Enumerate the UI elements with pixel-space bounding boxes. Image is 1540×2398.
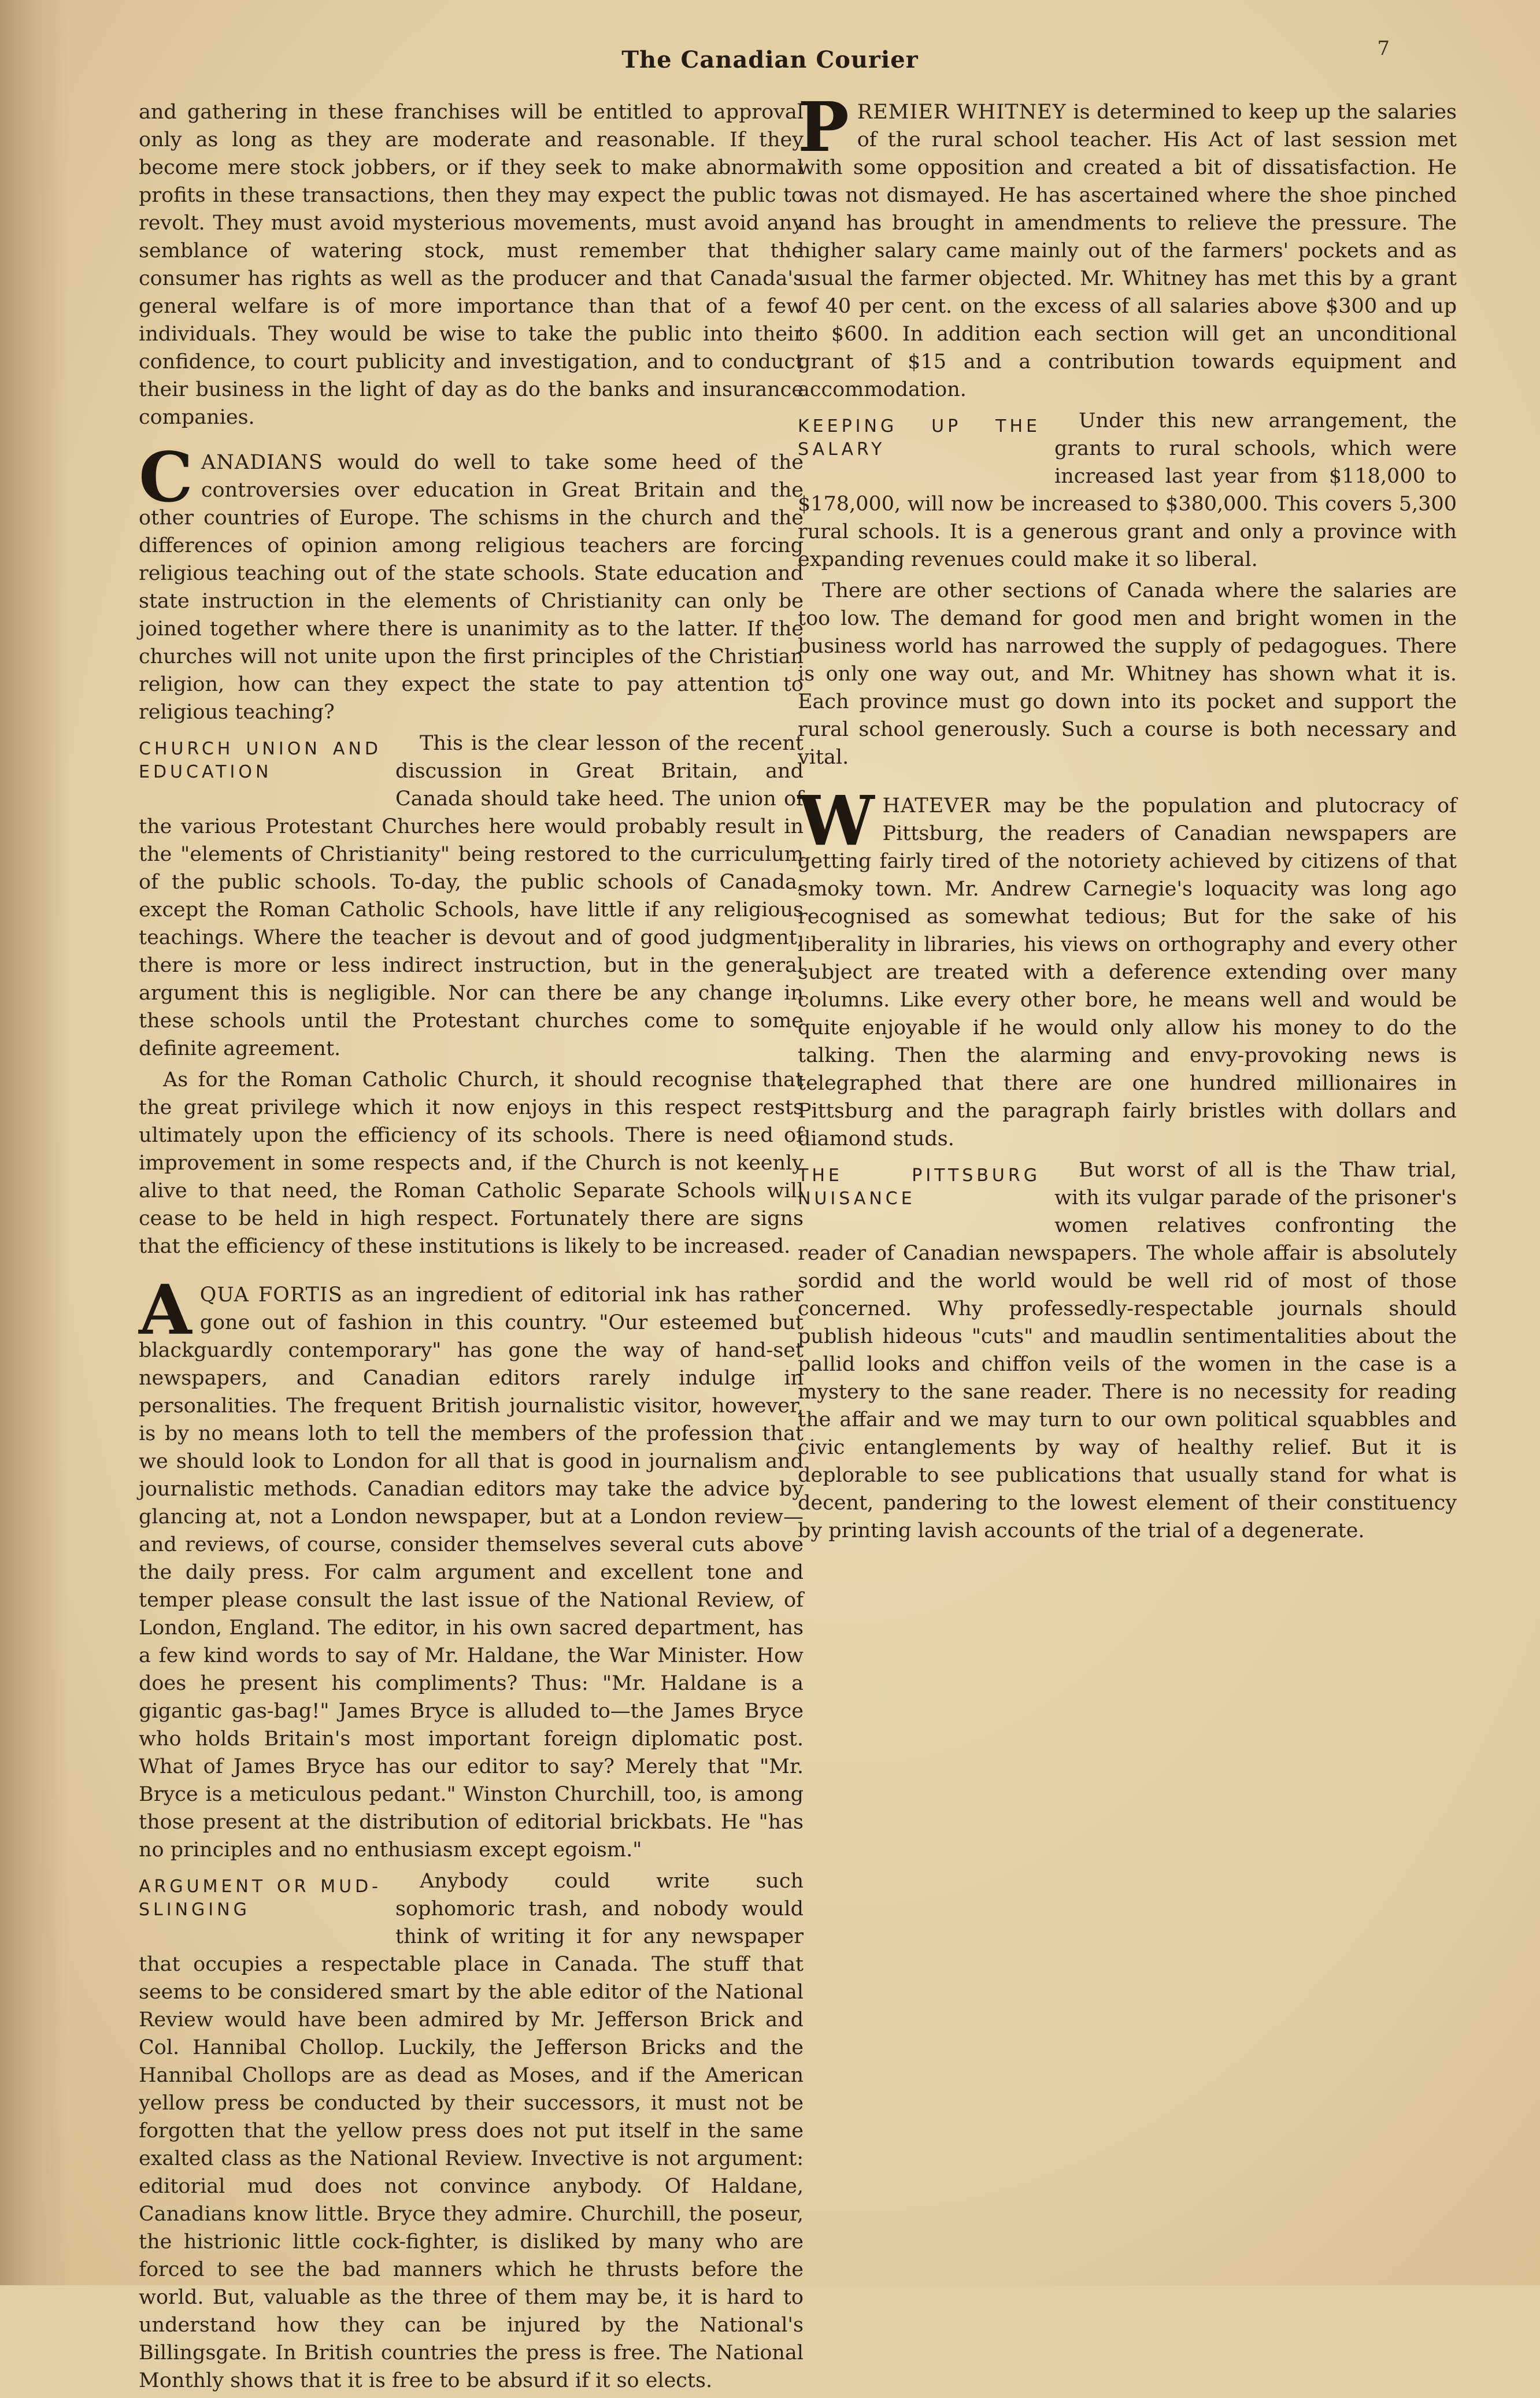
- article-paragraph: There are other sections of Canada where the salaries are too low. The demand for good men and bright women in the business world has narrowed the supply of pedagogues. There is only one way out, and Mr. Whitney has shown what it is. Each province must go down into its pocket and support the rural school generously. Such a course is both necessary and vital.: [798, 579, 1457, 769]
- article-lead: ANADIANS: [201, 451, 323, 474]
- article-church-union: [139, 437, 804, 1264]
- section-sidehead: THE PITTSBURG NUISANCE: [798, 1165, 1041, 1209]
- intro-paragraph: and gathering in these franchises will be entitled to approval only as long as they are moderate and reasonable. If they become mere stock jobbers, or if they seek to make abnormal profits in these transactions, then they may expect the public to revolt. They must avoid mysterious movements, must avoid any semblance of watering stock, must remember that the consumer has rights as well as the producer and that Canada's general welfare is of more importance than that of a few individuals. They would be wise to take the public into their confidence, to court publicity and investigation, and to conduct their business in the light of day as do the banks and insurance companies.: [139, 101, 804, 429]
- drop-cap: C: [139, 437, 193, 517]
- drop-cap: W: [798, 780, 875, 861]
- article-lead: REMIER WHITNEY: [857, 101, 1067, 124]
- article-paragraph: is determined to keep up the salaries of the rural school teacher. His Act of last session met with some opposition and created a bit of dissatisfaction. He was not dismayed. He has ascertained where the shoe pinched and has brought in amendments to relieve the pressure. The higher salary came mainly out of the farmers' pockets and as usual the farmer objected. Mr. Whitney has met this by a grant of 40 per cent. on the excess of all salaries above $300 and up to $600. In addition each section will get an unconditional grant of $15 and a contribution towards equipment and accommodation.: [798, 101, 1457, 401]
- article-lead: HATEVER: [882, 794, 991, 817]
- masthead: The Canadian Courier: [621, 46, 919, 73]
- article-aqua-fortis: [139, 1270, 804, 2398]
- page-number: 7: [1377, 37, 1390, 60]
- article-paragraph: would do well to take some heed of the controversies over education in Great Britain and the other countries of Europe. The schisms in the church and the differences of opinion among religious teachers are forcing religious teaching out of the state schools. State education and state instruction in the elements of Christianity can only be joined together where there is unanimity as to the latter. If the churches will not unite upon the first principles of the Christian religion, how can they expect the state to pay attention to religious teaching?: [139, 451, 804, 724]
- article-paragraph: as an ingredient of editorial ink has rather gone out of fashion in this country. "Our esteemed but blackguardly contemporary" has gone the way of hand-set newspapers, and Canadian editors rarely indulge in personalities. The frequent British journalistic visitor, however, is by no means loth to tell the members of the profession that we should look to London for all that is good in journalism and journalistic methods. Canadian editors may take the advice by glancing at, not a London newspaper, but at a London review—and reviews, of course, consider themselves several cuts above the daily press. For calm argument and excellent tone and temper please consult the last issue of the National Review, of London, England. The editor, in his own sacred department, has a few kind words to say of Mr. Haldane, the War Minister. How does he present his compliments? Thus: "Mr. Haldane is a gigantic gas-bag!" James Bryce is alluded to—the James Bryce who holds Britain's most important foreign diplomatic post. What of James Bryce has our editor to say? Merely that "Mr. Bryce is a meticulous pedant." Winston Churchill, too, is among those present at the distribution of editorial brickbats. He "has no principles and no enthusiasm except egoism.": [139, 1283, 804, 1862]
- article-paragraph: Under this new arrangement, the grants to rural schools, which were increased last year from $118,000 to $178,000, will now be increased to $380,000. This covers 5,300 rural schools. It is a generous grant and only a province with expanding revenues could make it so liberal.: [798, 409, 1457, 571]
- article-paragraph: This is the clear lesson of the recent discussion in Great Britain, and Canada should take heed. The union of the various Protestant Churches here would probably result in the "elements of Christianity" being restored to the curriculum of the public schools. To-day, the public schools of Canada, except the Roman Catholic Schools, have little if any religious teachings. Where the teacher is devout and of good judgment, there is more or less indirect instruction, but in the general argument this is negligible. Nor can there be any change in these schools until the Protestant churches come to some definite agreement.: [139, 732, 804, 1060]
- article-pittsburg-nuisance: [798, 780, 1457, 1548]
- article-paragraph: As for the Roman Catholic Church, it should recognise that the great privilege which it now enjoys in this respect rests ultimately upon the efficiency of its schools. There is need of improvement in some respects and, if the Church is not keenly alive to that need, the Roman Catholic Separate Schools will cease to be held in high respect. Fortunately there are signs that the efficiency of these institutions is likely to be increased.: [139, 1068, 804, 1258]
- article-paragraph: Anybody could write such sophomoric trash, and nobody would think of writing it for any newspaper that occupies a respectable place in Canada. The stuff that seems to be considered smart by the able editor of the National Review would have been admired by Mr. Jefferson Brick and Col. Hannibal Chollop. Luckily, the Jefferson Bricks and the Hannibal Chollops are as dead as Moses, and if the American yellow press be conducted by their successors, it must not be forgotten that the yellow press does not put itself in the same exalted class as the National Review. Invective is not argument: editorial mud does not convince anybody. Of Haldane, Canadians know little. Bryce they admire. Churchill, the poseur, the histrionic little cock-fighter, is disliked by many who are forced to see the bad manners which he thrusts before the world. But, valuable as the three of them may be, it is hard to understand how they can be injured by the National's Billingsgate. In British countries the press is free. The National Monthly shows that it is free to be absurd if it so elects.: [139, 1870, 804, 2392]
- drop-cap: P: [798, 87, 849, 167]
- left-column: [139, 98, 804, 2398]
- right-column: [798, 87, 1457, 1548]
- section-sidehead: ARGUMENT OR MUD-SLINGING: [139, 1877, 382, 1920]
- article-keeping-up-salary: [798, 87, 1457, 775]
- section-sidehead: KEEPING UP THE SALARY: [798, 416, 1041, 460]
- section-sidehead: CHURCH UNION AND EDUCATION: [139, 739, 382, 782]
- article-lead: QUA FORTIS: [199, 1283, 343, 1307]
- drop-cap: A: [139, 1270, 192, 1350]
- article-paragraph: But worst of all is the Thaw trial, with its vulgar parade of the prisoner's women relatives confronting the reader of Canadian newspapers. The whole affair is absolutely sordid and the world would be well rid of most of those concerned. Why professedly-respectable journals should publish hideous "cuts" and maudlin sentimentalities about the pallid looks and chiffon veils of the women in the case is a mystery to the sane reader. There is no necessity for reading the affair and we may turn to our own political squabbles and civic entanglements by way of healthy relief. But it is deplorable to see publications that usually stand for what is decent, pandering to the lowest element of their constituency by printing lavish accounts of the trial of a degenerate.: [798, 1159, 1457, 1542]
- article-paragraph: may be the population and plutocracy of Pittsburg, the readers of Canadian newspapers are getting fairly tired of the notoriety achieved by citizens of that smoky town. Mr. Andrew Carnegie's loquacity was long ago recognised as somewhat tedious; But for the sake of his liberality in libraries, his views on orthography and every other subject are treated with a deference extending over many columns. Like every other bore, he means well and would be quite enjoyable if he would only allow his money to do the talking. Then the alarming and envy-provoking news is telegraphed that there are one hundred millionaires in Pittsburg and the paragraph fairly bristles with dollars and diamond studs.: [798, 794, 1457, 1150]
- binding-gutter: [0, 0, 69, 2285]
